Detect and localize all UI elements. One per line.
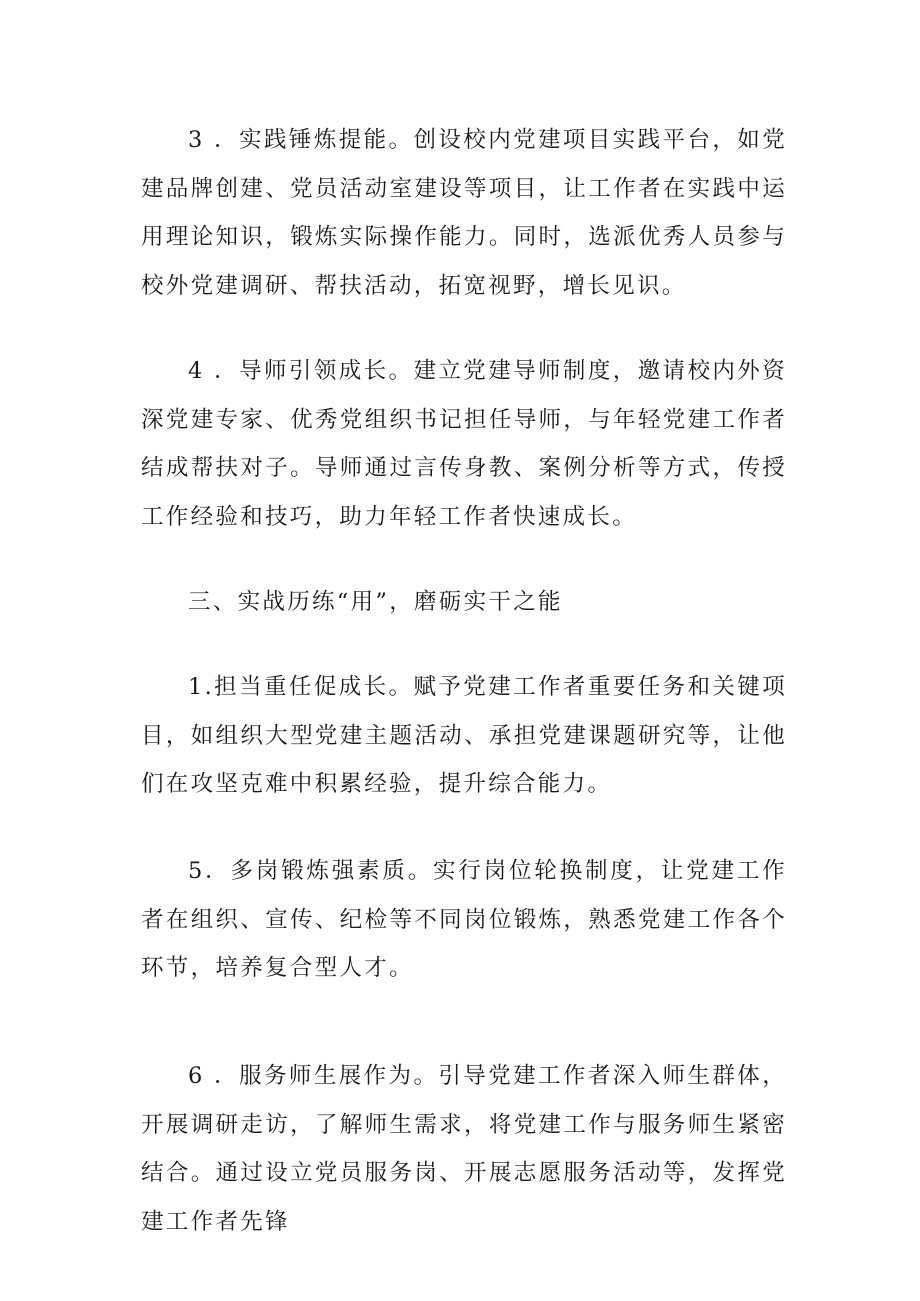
- section-heading-practical-experience: 三、实战历练“用”，磨砺实干之能: [188, 589, 563, 615]
- paragraph-serve-teachers-students: 6 ．服务师生展作为。引导党建工作者深入师生群体，开展调研走访，了解师生需求，将党建工作与服务师生紧密结合。通过设立党员服务岗、开展志愿服务活动等，发挥党建工作者先锋: [141, 1063, 787, 1235]
- paragraph-mentor-guidance: 4 ．导师引领成长。建立党建导师制度，邀请校内外资深党建专家、优秀党组织书记担任导师，与年轻党建工作者结成帮扶对子。导师通过言传身教、案例分析等方式，传授工作经验和技巧，助力年轻工作者快速成长。: [141, 358, 787, 530]
- paragraph-practice-training: 3 ．实践锤炼提能。创设校内党建项目实践平台，如党建品牌创建、党员活动室建设等项目，让工作者在实践中运用理论知识，锻炼实际操作能力。同时，选派优秀人员参与校外党建调研、帮扶活动，拓宽视野，增长见识。: [141, 127, 787, 299]
- paragraph-take-responsibility: 1.担当重任促成长。赋予党建工作者重要任务和关键项目，如组织大型党建主题活动、承担党建课题研究等，让他们在攻坚克难中积累经验，提升综合能力。: [141, 674, 787, 797]
- paragraph-multi-post-training: 5．多岗锻炼强素质。实行岗位轮换制度，让党建工作者在组织、宣传、纪检等不同岗位锻炼，熟悉党建工作各个环节，培养复合型人才。: [141, 858, 787, 981]
